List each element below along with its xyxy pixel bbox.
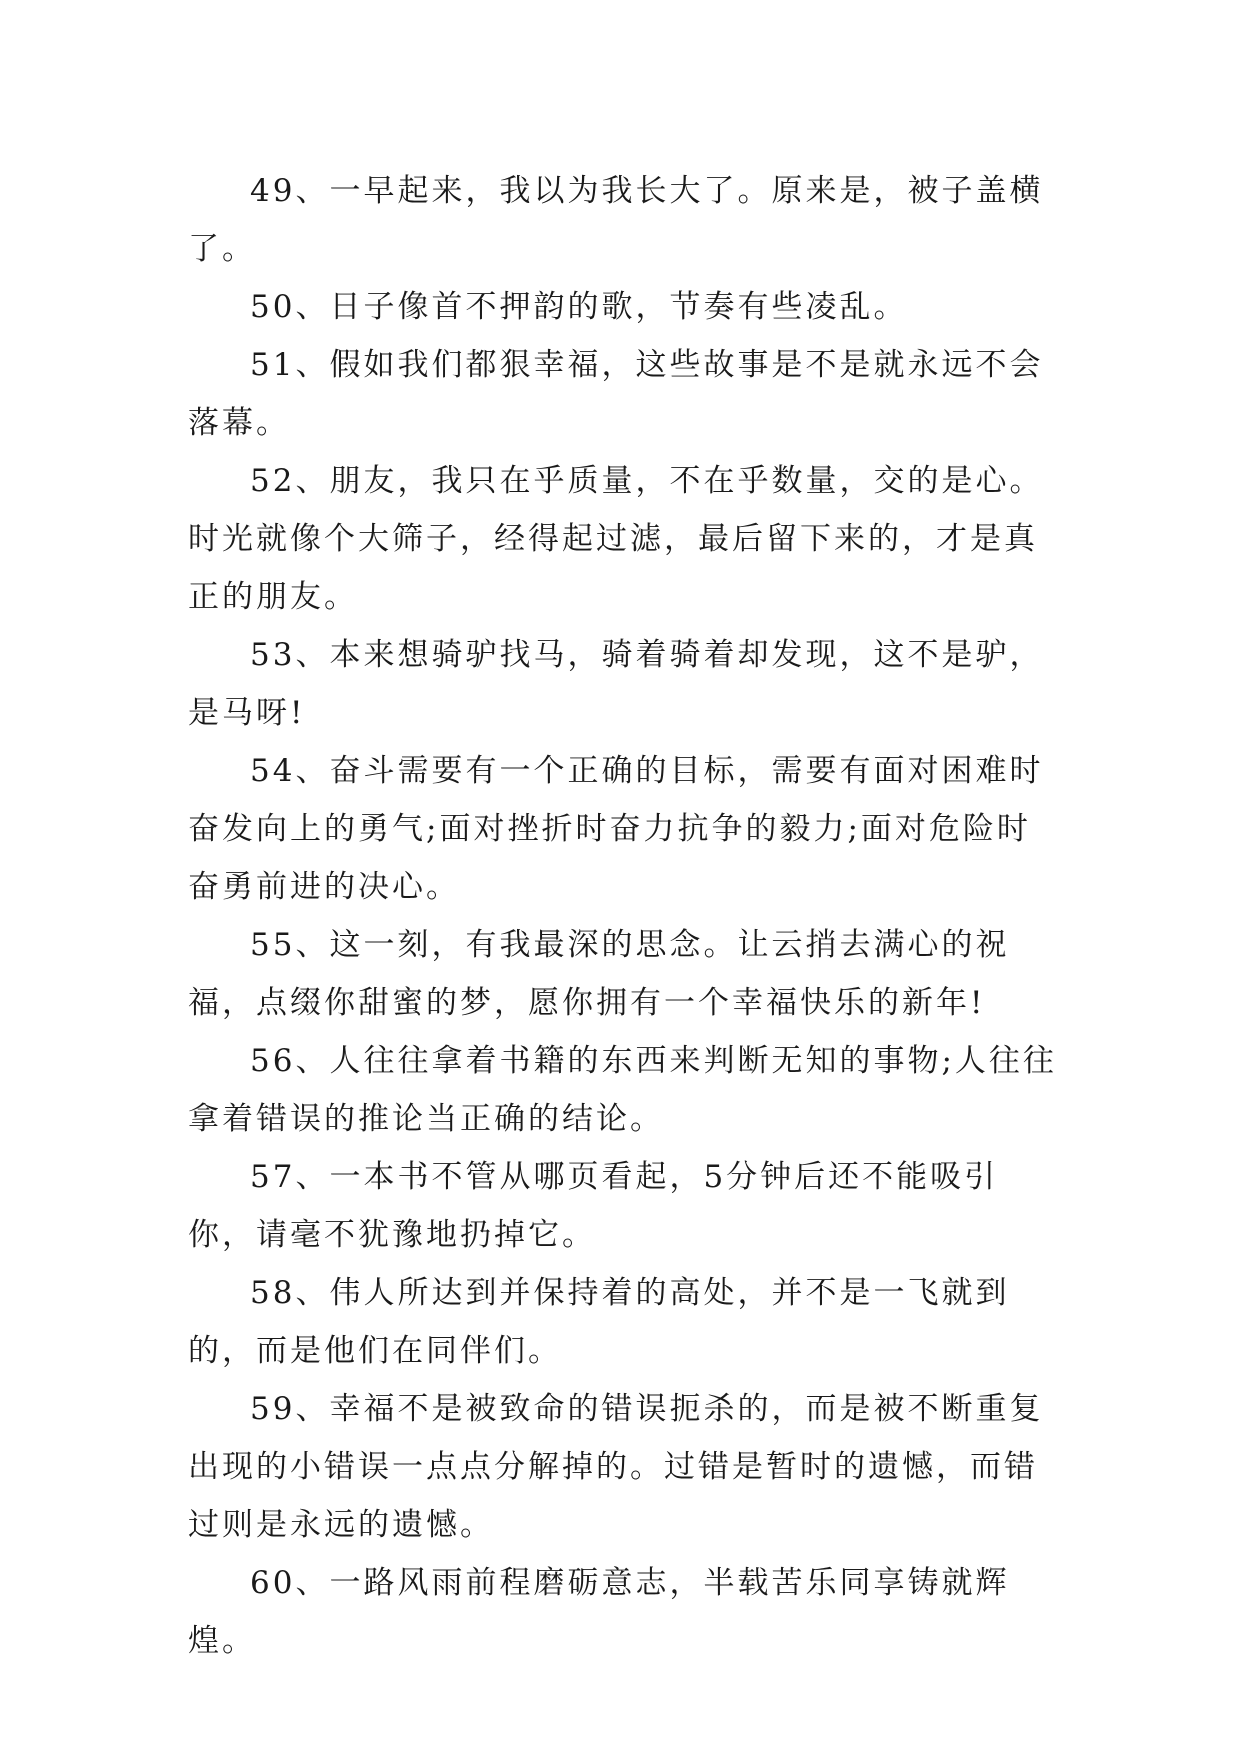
- paragraph-59: 59、幸福不是被致命的错误扼杀的，而是被不断重复出现的小错误一点点分解掉的。过错是暂时的遗憾，而错过则是永远的遗憾。: [188, 1391, 1044, 1543]
- document-body: [188, 162, 1058, 1670]
- paragraph-54: 54、奋斗需要有一个正确的目标，需要有面对困难时奋发向上的勇气;面对挫折时奋力抗争的毅力;面对危险时奋勇前进的决心。: [188, 753, 1044, 905]
- paragraph-58: 58、伟人所达到并保持着的高处，并不是一飞就到的，而是他们在同伴们。: [188, 1275, 1010, 1369]
- paragraph-55: 55、这一刻，有我最深的思念。让云捎去满心的祝福，点缀你甜蜜的梦，愿你拥有一个幸福快乐的新年!: [188, 927, 1010, 1021]
- paragraph-57: 57、一本书不管从哪页看起，5分钟后还不能吸引你，请毫不犹豫地扔掉它。: [188, 1159, 999, 1253]
- paragraph-51: 51、假如我们都狠幸福，这些故事是不是就永远不会落幕。: [188, 347, 1044, 441]
- paragraph-50: 50、日子像首不押韵的歌，节奏有些凌乱。: [250, 289, 908, 325]
- paragraph-53: 53、本来想骑驴找马，骑着骑着却发现，这不是驴，是马呀!: [188, 637, 1044, 731]
- paragraph-56: 56、人往往拿着书籍的东西来判断无知的事物;人往往拿着错误的推论当正确的结论。: [188, 1043, 1057, 1137]
- paragraph-52: 52、朋友，我只在乎质量，不在乎数量，交的是心。时光就像个大筛子，经得起过滤，最后留下来的，才是真正的朋友。: [188, 463, 1044, 615]
- paragraph-49: 49、一早起来，我以为我长大了。原来是，被子盖横了。: [188, 173, 1044, 267]
- paragraph-60: 60、一路风雨前程磨砺意志，半载苦乐同享铸就辉煌。: [188, 1565, 1010, 1659]
